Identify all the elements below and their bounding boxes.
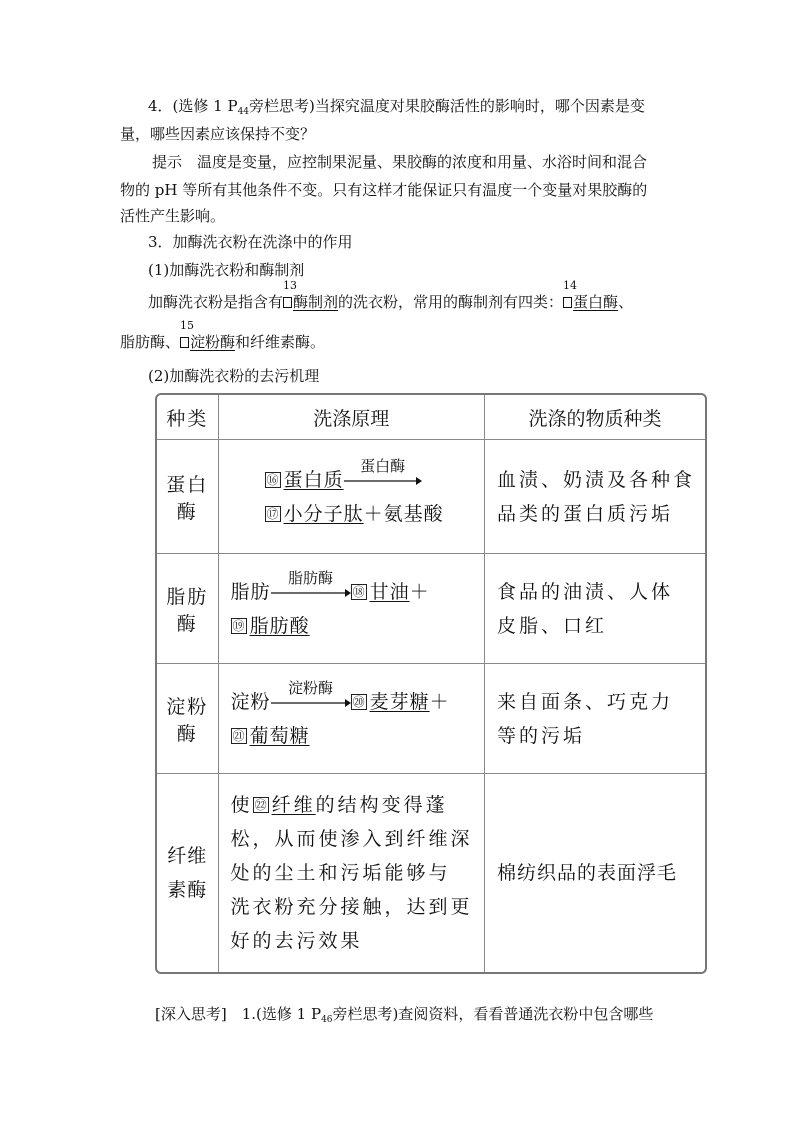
deep-thinking-tag: [深入思考]: [155, 1005, 227, 1023]
blank-19-number: ⑲: [232, 618, 245, 633]
blank-18: 甘油: [369, 580, 410, 603]
table-row-amylase: [157, 664, 705, 774]
kind-amylase: 淀粉酶: [157, 664, 219, 774]
paragraph-line1: 加酶洗衣粉是指含有 13 酶制剂的洗衣粉，常用的酶制剂有四类： 14 蛋白酶、: [148, 279, 634, 311]
blank-16: 蛋白质: [283, 468, 344, 491]
paragraph-line2: 脂肪酶、 15 淀粉酶和纤维素酶。: [120, 319, 326, 351]
principle-cellulase: 使 ㉒ 纤维的结构变得蓬 松，从而使渗入到纤维深 处的尘土和污垢能够与 洗衣粉充分接触，达到更 好的去污效果: [219, 774, 485, 972]
table-row-protease: [157, 440, 705, 554]
materials-protease: 血渍、奶渍及各种食 品类的蛋白质污垢: [485, 440, 705, 554]
blank-17-number: ⑰: [266, 506, 279, 521]
blank-17: 小分子肽: [283, 502, 364, 525]
blank-15-marker: 15: [180, 332, 190, 352]
blank-22: 纤维: [271, 794, 316, 816]
principle-protease: ⑯ 蛋白质 蛋白酶 ⑰ 小分子肽＋氨基酸: [219, 440, 485, 554]
enzyme-mechanism-table: [155, 393, 707, 974]
subsection-2-title: (2)加酶洗衣粉的去污机理: [148, 367, 320, 385]
blank-15: 淀粉酶: [190, 333, 236, 351]
materials-lipase: 食品的油渍、人体 皮脂、口红: [485, 554, 705, 664]
reaction-arrow: 淀粉酶: [271, 698, 351, 708]
question-4-line1: 4．(选修 1 $P_{44}$旁栏思考)当探究温度对果胶酶活性的影响时，哪个因素是变: [148, 97, 645, 117]
kind-lipase: 脂肪酶: [157, 554, 219, 664]
header-principle: 洗涤原理: [219, 395, 485, 440]
table-header-row: [157, 395, 705, 440]
blank-16-number: ⑯: [266, 472, 279, 487]
blank-14-marker: 14: [563, 292, 573, 312]
hint-line1: 提示 温度是变量，应控制果泥量、果胶酶的浓度和用量、水浴时间和混合: [152, 153, 648, 171]
blank-21: 葡萄糖: [249, 724, 310, 747]
materials-amylase: 来自面条、巧克力 等的污垢: [485, 664, 705, 774]
blank-22-number: ㉒: [254, 798, 267, 812]
blank-20-number: ⑳: [352, 694, 365, 709]
blank-14: 蛋白酶: [573, 293, 619, 311]
header-materials: 洗涤的物质种类: [485, 395, 705, 440]
blank-13: 酶制剂: [293, 293, 339, 311]
hint-line2: 物的 pH 等所有其他条件不变。只有这样才能保证只有温度一个变量对果胶酶的: [120, 181, 648, 199]
materials-cellulase: 棉纺织品的表面浮毛: [496, 862, 677, 884]
reaction-arrow: 蛋白酶: [344, 476, 422, 486]
subsection-1-title: (1)加酶洗衣粉和酶制剂: [148, 261, 305, 279]
principle-amylase: 淀粉 淀粉酶 ⑳ 麦芽糖＋ ㉑ 葡萄糖: [219, 664, 485, 774]
table-row-lipase: [157, 554, 705, 664]
deep-thinking-line: [深入思考] 1.(选修 1 $P_{46}$旁栏思考)查阅资料，看看普通洗衣粉中包含哪些: [155, 1005, 654, 1025]
principle-lipase: 脂肪 脂肪酶 ⑱ 甘油＋ ⑲ 脂肪酸: [219, 554, 485, 664]
section-3-title: 3．加酶洗衣粉在洗涤中的作用: [148, 233, 353, 251]
table-row-cellulase: [157, 774, 705, 972]
kind-protease: 蛋白酶: [157, 440, 219, 554]
question-4-line2: 量，哪些因素应该保持不变？: [120, 125, 316, 143]
blank-20: 麦芽糖: [369, 690, 430, 713]
blank-19: 脂肪酸: [249, 614, 310, 637]
blank-13-marker: 13: [283, 292, 293, 312]
header-kind: 种类: [157, 395, 219, 440]
blank-18-number: ⑱: [352, 584, 365, 599]
hint-line3: 活性产生影响。: [120, 207, 226, 225]
kind-cellulase: 纤维 素酶: [157, 774, 219, 972]
reaction-arrow: 脂肪酶: [271, 588, 351, 598]
blank-21-number: ㉑: [232, 728, 245, 743]
